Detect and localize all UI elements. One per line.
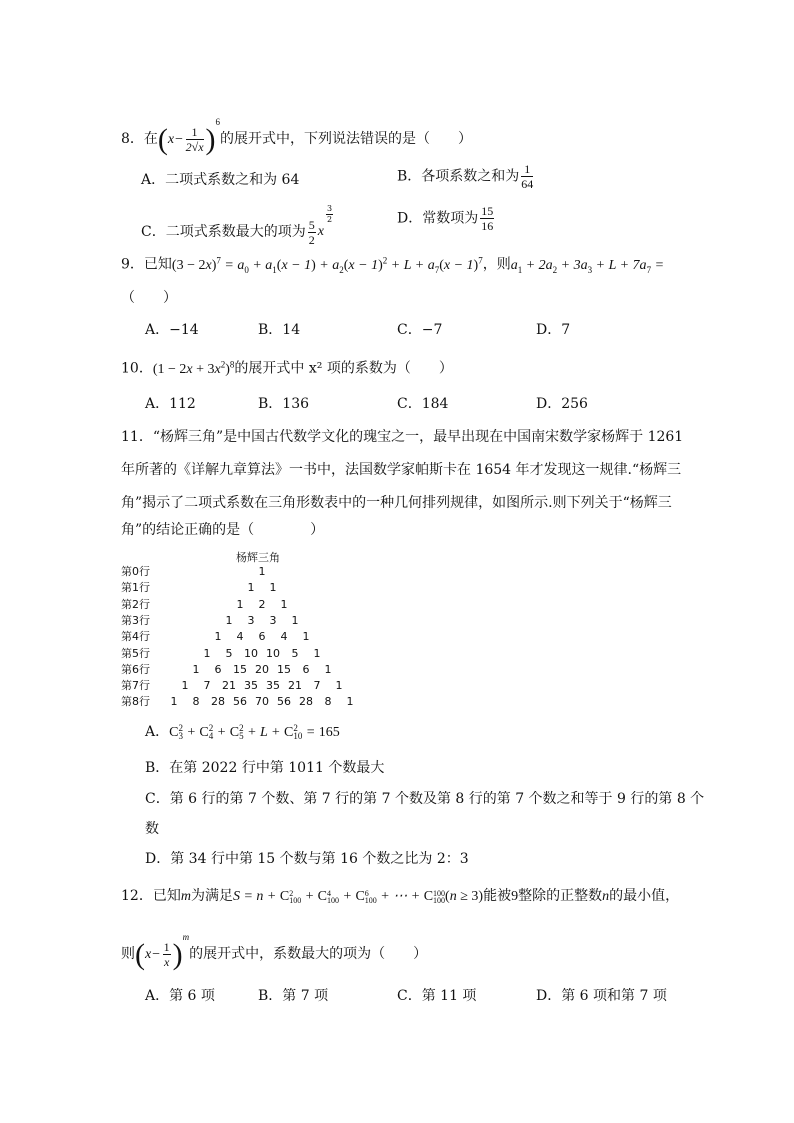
triangle-cell: 1 — [313, 646, 321, 660]
q11-line-3: 角”揭示了二项式系数在三角形数表中的一种几何排列规律，如图所示.则下列关于“杨辉三 — [121, 495, 672, 511]
triangle-cell: 4 — [236, 630, 244, 644]
q9-option-d[interactable]: D．7 — [536, 322, 571, 338]
q9-paren: （ ） — [121, 290, 177, 306]
q12-text-5: 则 — [121, 946, 135, 962]
triangle-cell: 1 — [170, 695, 178, 709]
triangle-row-label: 第7行 — [121, 679, 150, 693]
q9-expression: $(3 - 2x)^7 = a_0 + a_1(x - 1) + a_2(x - 1)^2 + L + a_7(x - 1)^7$ — [171, 255, 483, 275]
q11-option-d[interactable]: D．第 34 行中第 15 个数与第 16 个数之比为 2：3 — [145, 851, 469, 867]
triangle-cell: 1 — [236, 597, 244, 611]
triangle-cell: 3 — [247, 613, 255, 627]
q11-option-a-expression: C 2 3 + C 2 4 + C 2 5 + L + C 2 10 = 165 — [169, 723, 340, 742]
q10-text: 的展开式中 x² 项的系数为（ ） — [234, 360, 453, 377]
q9-option-c[interactable]: C．−7 — [397, 322, 443, 338]
q9-number: 9．已知 — [121, 256, 172, 273]
q12-option-a[interactable]: A．第 6 项 — [145, 988, 215, 1004]
triangle-cell: 1 — [269, 581, 277, 595]
q8-option-c[interactable]: C．二项式系数最大的项为 $\frac{5}{2}$ x $\frac{3}{2}$ — [141, 204, 333, 247]
triangle-cell: 1 — [346, 695, 354, 709]
q11-line-4: 角”的结论正确的是（ ） — [121, 522, 325, 538]
triangle-cell: 21 — [222, 679, 236, 693]
triangle-cell: 1 — [280, 597, 288, 611]
triangle-cell: 3 — [269, 613, 277, 627]
q12-option-c[interactable]: C．第 11 项 — [397, 988, 477, 1004]
q9-stem — [121, 256, 664, 274]
triangle-cell: 6 — [302, 662, 310, 676]
q12-text-2: 能被 — [483, 888, 512, 904]
triangle-cell: 56 — [233, 695, 247, 709]
q10-option-b[interactable]: B．136 — [258, 396, 310, 412]
q8-expression: (x− $\frac{1}{2√x}$ )$^6$ — [157, 117, 221, 156]
triangle-cell: 35 — [244, 679, 258, 693]
q12-option-d[interactable]: D．第 6 项和第 7 项 — [536, 988, 667, 1004]
triangle-row-label: 第3行 — [121, 613, 150, 627]
q9-option-a[interactable]: A．−14 — [145, 322, 199, 338]
q12-option-b[interactable]: B．第 7 项 — [258, 988, 329, 1004]
triangle-cell: 2 — [258, 597, 266, 611]
q11-option-c-cont: 数 — [145, 821, 159, 837]
q12-stem-line-2 — [121, 933, 427, 970]
q8-option-d-label: D．常数项为 — [397, 210, 479, 227]
triangle-cell: 15 — [233, 662, 247, 676]
q8-option-b-label: B．各项系数之和为 — [397, 168, 520, 185]
q10-option-a[interactable]: A．112 — [145, 396, 196, 412]
q8-option-d[interactable]: D．常数项为 $\frac{15}{16}$ — [397, 204, 494, 233]
triangle-cell: 21 — [288, 679, 302, 693]
triangle-cell: 1 — [302, 630, 310, 644]
triangle-cell: 35 — [266, 679, 280, 693]
triangle-cell: 28 — [299, 695, 313, 709]
triangle-cell: 7 — [203, 679, 211, 693]
q12-text-6: 的展开式中，系数最大的项为（ ） — [189, 946, 428, 962]
q12-sum-expression: S = n + C 2 100 + C 4 100 + C 6 100 + ⋯ + C 100 100 (n ≥ 3) — [232, 888, 484, 905]
q9-target-expression: $a_1 + 2a_2 + 3a_3 + L + 7a_7$ = — [510, 257, 665, 275]
triangle-cell: 1 — [291, 613, 299, 627]
triangle-cell: 1 — [203, 646, 211, 660]
q10-stem — [121, 360, 453, 377]
q8-option-c-label: C．二项式系数最大的项为 — [141, 224, 306, 240]
triangle-cell: 10 — [266, 646, 280, 660]
q8-option-a[interactable]: A．二项式系数之和为 64 — [141, 172, 300, 188]
triangle-row-label: 第8行 — [121, 695, 150, 709]
q8-number: 8．在 — [121, 131, 158, 147]
q12-nine: 9 — [511, 889, 519, 904]
q10-number: 10． — [121, 360, 153, 377]
q11-option-a[interactable] — [145, 724, 340, 740]
q12-text-4: 的最小值， — [609, 888, 680, 904]
q8-option-b[interactable]: B．各项系数之和为 $\frac{1}{64}$ — [397, 162, 534, 191]
q10-option-d[interactable]: D．256 — [536, 396, 588, 412]
triangle-cell: 1 — [181, 679, 189, 693]
triangle-cell: 6 — [214, 662, 222, 676]
triangle-cell: 6 — [258, 630, 266, 644]
q8-text: 的展开式中，下列说法错误的是（ ） — [220, 131, 473, 147]
triangle-row-label: 第0行 — [121, 565, 150, 578]
triangle-cell: 1 — [258, 565, 266, 578]
triangle-row-label: 第2行 — [121, 597, 150, 611]
q11-option-a-label: A． — [145, 724, 170, 741]
q12-expression: (x− $\frac{1}{x}$ )$^m$ — [135, 932, 190, 971]
triangle-cell: 8 — [192, 695, 200, 709]
q11-option-b[interactable]: B．在第 2022 行中第 1011 个数最大 — [145, 760, 385, 776]
q10-expression: $(1 - 2x + 3x^2)^8$ — [152, 359, 235, 377]
q9-option-b[interactable]: B．14 — [258, 322, 301, 338]
triangle-cell: 15 — [277, 662, 291, 676]
triangle-cell: 7 — [313, 679, 321, 693]
triangle-row-label: 第5行 — [121, 646, 150, 660]
q11-line-1: 11．“杨辉三角”是中国古代数学文化的瑰宝之一，最早出现在中国南宋数学家杨辉于 1261 — [121, 429, 684, 445]
triangle-row-label: 第6行 — [121, 662, 150, 676]
q10-option-c[interactable]: C．184 — [397, 396, 449, 412]
triangle-cell: 5 — [225, 646, 233, 660]
triangle-cell: 1 — [214, 630, 222, 644]
q9-tail: ，则 — [482, 256, 511, 273]
q12-number: 12．已知 — [121, 888, 181, 904]
triangle-cell: 10 — [244, 646, 258, 660]
triangle-cell: 1 — [335, 679, 343, 693]
triangle-cell: 1 — [192, 662, 200, 676]
q11-option-c[interactable]: C．第 6 行的第 7 个数、第 7 行的第 7 个数及第 8 行的第 7 个数之和等于 9 行的第 8 个 — [145, 791, 705, 807]
q12-text-1: 为满足 — [190, 888, 233, 904]
triangle-cell: 8 — [324, 695, 332, 709]
q8-stem — [121, 118, 472, 155]
yanghui-triangle-title: 杨辉三角 — [236, 551, 280, 564]
q12-text-3: 整除的正整数 — [518, 888, 603, 904]
triangle-row-label: 第1行 — [121, 581, 150, 595]
triangle-cell: 28 — [211, 695, 225, 709]
triangle-cell: 70 — [255, 695, 269, 709]
triangle-cell: 1 — [324, 662, 332, 676]
triangle-row-label: 第4行 — [121, 630, 150, 644]
triangle-cell: 20 — [255, 662, 269, 676]
q12-stem-line-1: 12．已知m为满足S = n + C 2 100 + C 4 100 + C 6 100 + ⋯ + C 100 100 (n ≥ 3)能被9整除的正整数n的最小值， — [121, 888, 680, 905]
triangle-cell: 5 — [291, 646, 299, 660]
triangle-cell: 4 — [280, 630, 288, 644]
triangle-cell: 1 — [225, 613, 233, 627]
triangle-cell: 56 — [277, 695, 291, 709]
triangle-cell: 1 — [247, 581, 255, 595]
q11-line-2: 年所著的《详解九章算法》一书中，法国数学家帕斯卡在 1654 年才发现这一规律.“杨辉三 — [121, 462, 682, 478]
